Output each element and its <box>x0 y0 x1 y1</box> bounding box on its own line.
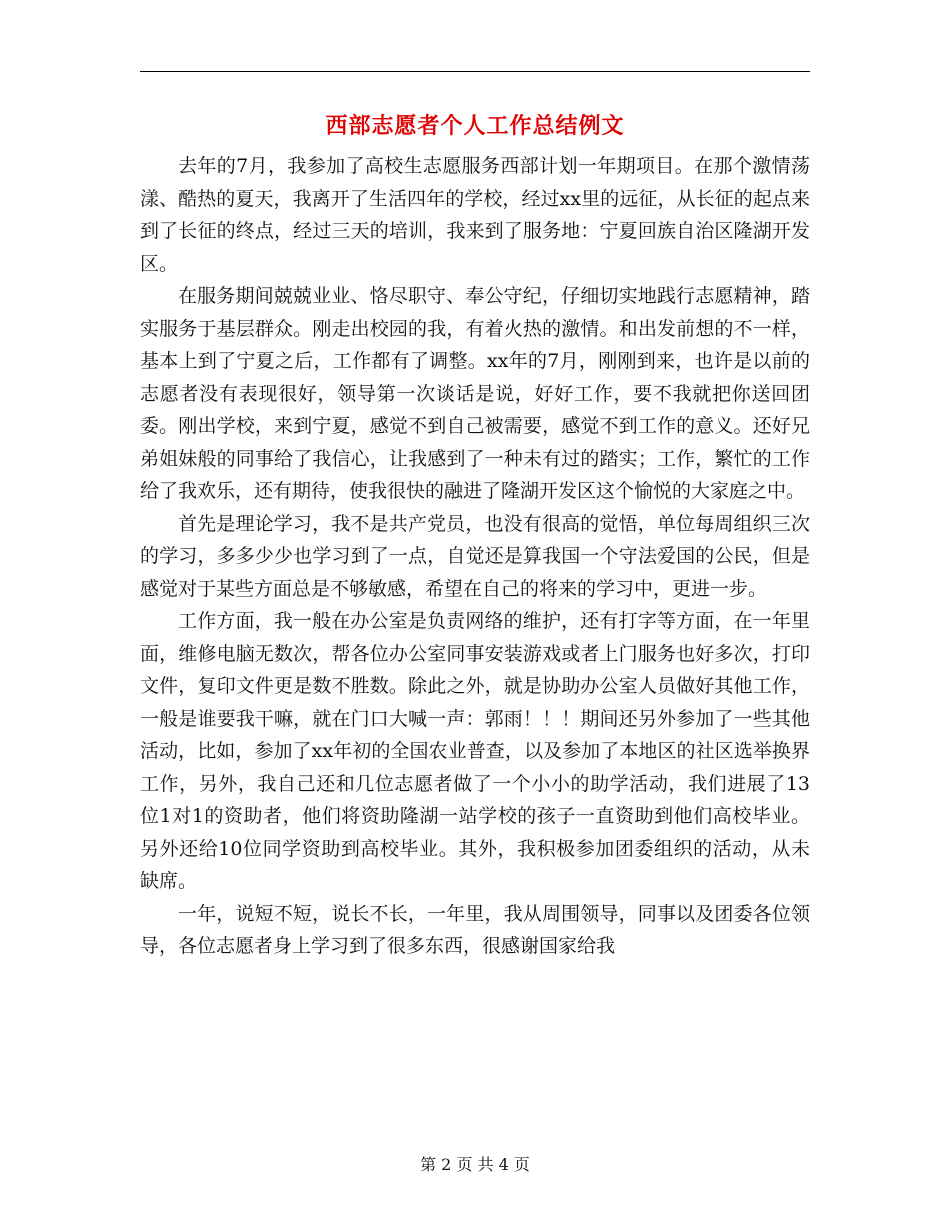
page-number-footer: 第 2 页 共 4 页 <box>420 1155 530 1174</box>
paragraph-4: 工作方面，我一般在办公室是负责网络的维护，还有打字等方面，在一年里面，维修电脑无数次，帮各位办公室同事安装游戏或者上门服务也好多次，打印文件，复印文件更是数不胜数。除此之外，就是协助办公室人员做好其他工作，一般是谁要我干嘛，就在门口大喊一声：郭雨！！！期间还另外参加了一些其他活动，比如，参加了xx年初的全国农业普查，以及参加了本地区的社区选举换界工作，另外，我自己还和几位志愿者做了一个小小的助学活动，我们进展了13位1对1的资助者，他们将资助隆湖一站学校的孩子一直资助到他们高校毕业。另外还给10位同学资助到高校毕业。其外，我积极参加团委组织的活动，从未缺席。 <box>140 610 810 892</box>
paragraph-1: 去年的7月，我参加了高校生志愿服务西部计划一年期项目。在那个激情荡漾、酷热的夏天，我离开了生活四年的学校，经过xx里的远征，从长征的起点来到了长征的终点，经过三天的培训，我来到了服务地：宁夏回族自治区隆湖开发区。 <box>140 155 810 275</box>
paragraph-3: 首先是理论学习，我不是共产党员，也没有很高的觉悟，单位每周组织三次的学习，多多少少也学习到了一点，自觉还是算我国一个守法爱国的公民，但是感觉对于某些方面总是不够敏感，希望在自己的将来的学习中，更进一步。 <box>140 512 810 600</box>
paragraph-5: 一年，说短不短，说长不长，一年里，我从周围领导，同事以及团委各位领导，各位志愿者身上学习到了很多东西，很感谢国家给我 <box>140 902 810 957</box>
header-rule <box>140 71 810 72</box>
document-body <box>140 150 810 963</box>
paragraph-2: 在服务期间兢兢业业、恪尽职守、奉公守纪，仔细切实地践行志愿精神，踏实服务于基层群众。刚走出校园的我，有着火热的激情。和出发前想的不一样，基本上到了宁夏之后，工作都有了调整。xx年的7月，刚刚到来，也许是以前的志愿者没有表现很好，领导第一次谈话是说，好好工作，要不我就把你送回团委。刚出学校，来到宁夏，感觉不到自己被需要，感觉不到工作的意义。还好兄弟姐妹般的同事给了我信心，让我感到了一种未有过的踏实；工作，繁忙的工作给了我欢乐，还有期待，使我很快的融进了隆湖开发区这个愉悦的大家庭之中。 <box>140 285 810 502</box>
document-title: 西部志愿者个人工作总结例文 <box>325 113 625 139</box>
